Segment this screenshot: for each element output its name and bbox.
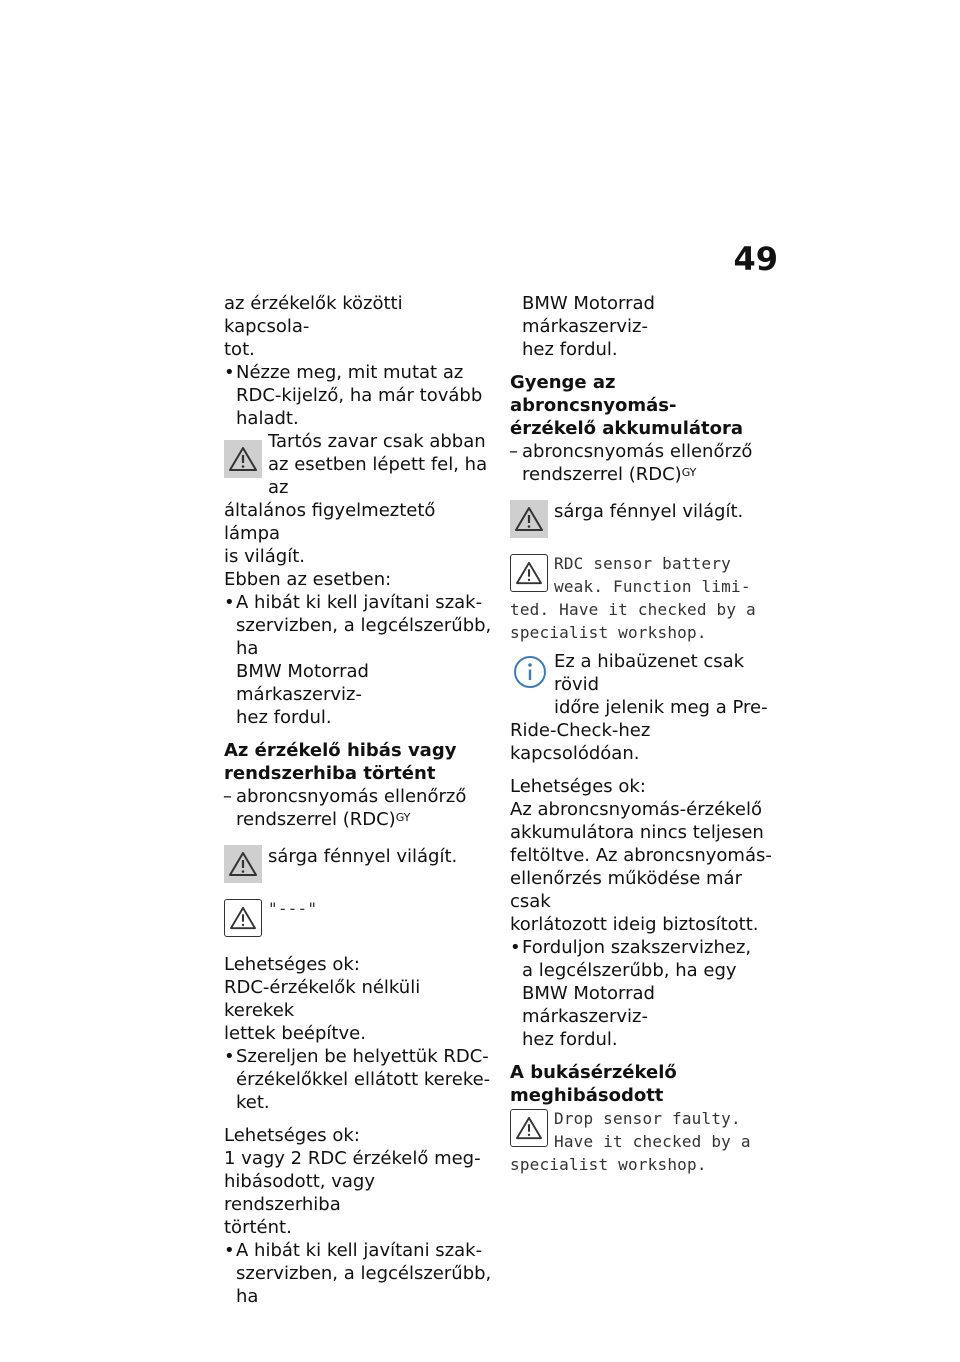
bullet-item: • Forduljon szakszervizhez, a legcélszerűbb, ha egy BMW Motorrad márkaszerviz- hez fordul. xyxy=(510,936,782,1051)
paragraph: az érzékelők közötti kapcsola- tot. xyxy=(224,293,403,360)
section-heading: A bukásérzékelő meghibásodott xyxy=(510,1062,677,1106)
warning-triangle-icon xyxy=(224,440,262,478)
condition-item: – abroncsnyomás ellenőrző rendszerrel (RDC)$^{GY}$ xyxy=(510,440,782,486)
info-note: Ez a hibaüzenet csak rövid időre jelenik meg a Pre- Ride-Check-hez kapcsolódóan. xyxy=(510,651,768,764)
warning-triangle-outline-icon xyxy=(510,1109,548,1147)
section-heading: Gyenge az abroncsnyomás- érzékelő akkumulátora xyxy=(510,372,744,439)
warning-note: Tartós zavar csak abban az esetben lépett fel, ha az általános figyelmeztető lámpa is világít. xyxy=(224,431,488,567)
warning-triangle-icon xyxy=(224,845,262,883)
display-message-row: "---" xyxy=(224,897,492,939)
paragraph: Lehetséges ok: Az abroncsnyomás-érzékelő akkumulátora nincs teljesen feltöltve. Az abroncsnyomás- ellenőrzés működése már csak korlátozott ideig biztosított. xyxy=(510,776,772,935)
paragraph: Lehetséges ok: RDC-érzékelők nélküli kerekek lettek beépítve. xyxy=(224,954,421,1044)
bullet-item: • A hibát ki kell javítani szak- szervizben, a legcélszerűbb, ha BMW Motorrad márkaszerviz- hez fordul. xyxy=(224,591,492,729)
warning-triangle-outline-icon xyxy=(510,554,548,592)
page-number: 49 xyxy=(733,240,778,278)
bullet-item: • A hibát ki kell javítani szak- szervizben, a legcélszerűbb, ha xyxy=(224,1239,492,1308)
warning-indicator-row: sárga fénnyel világít. xyxy=(224,845,492,887)
paragraph: Lehetséges ok: 1 vagy 2 RDC érzékelő meg- hibásodott, vagy rendszerhiba történt. xyxy=(224,1125,481,1238)
section-heading: Az érzékelő hibás vagy rendszerhiba történt xyxy=(224,740,457,784)
warning-triangle-outline-icon xyxy=(224,899,262,937)
display-message-row: RDC sensor battery weak. Function limi- ted. Have it checked by a specialist workshop. xyxy=(510,554,756,642)
bullet-item: • Szereljen be helyettük RDC- érzékelőkkel ellátott kereke- ket. xyxy=(224,1045,492,1114)
warning-indicator-row: sárga fénnyel világít. xyxy=(510,500,782,542)
condition-item: – abroncsnyomás ellenőrző rendszerrel (RDC)$^{GY}$ xyxy=(224,785,492,831)
right-column xyxy=(510,292,782,1176)
left-column xyxy=(224,292,492,1308)
paragraph: Ebben az esetben: xyxy=(224,569,392,590)
display-message-row: Drop sensor faulty. Have it checked by a specialist workshop. xyxy=(510,1109,751,1174)
info-icon xyxy=(510,652,550,692)
bullet-continuation: BMW Motorrad márkaszerviz- hez fordul. xyxy=(522,293,655,360)
bullet-item: • Nézze meg, mit mutat az RDC-kijelző, ha már tovább haladt. xyxy=(224,361,492,430)
warning-triangle-icon xyxy=(510,500,548,538)
